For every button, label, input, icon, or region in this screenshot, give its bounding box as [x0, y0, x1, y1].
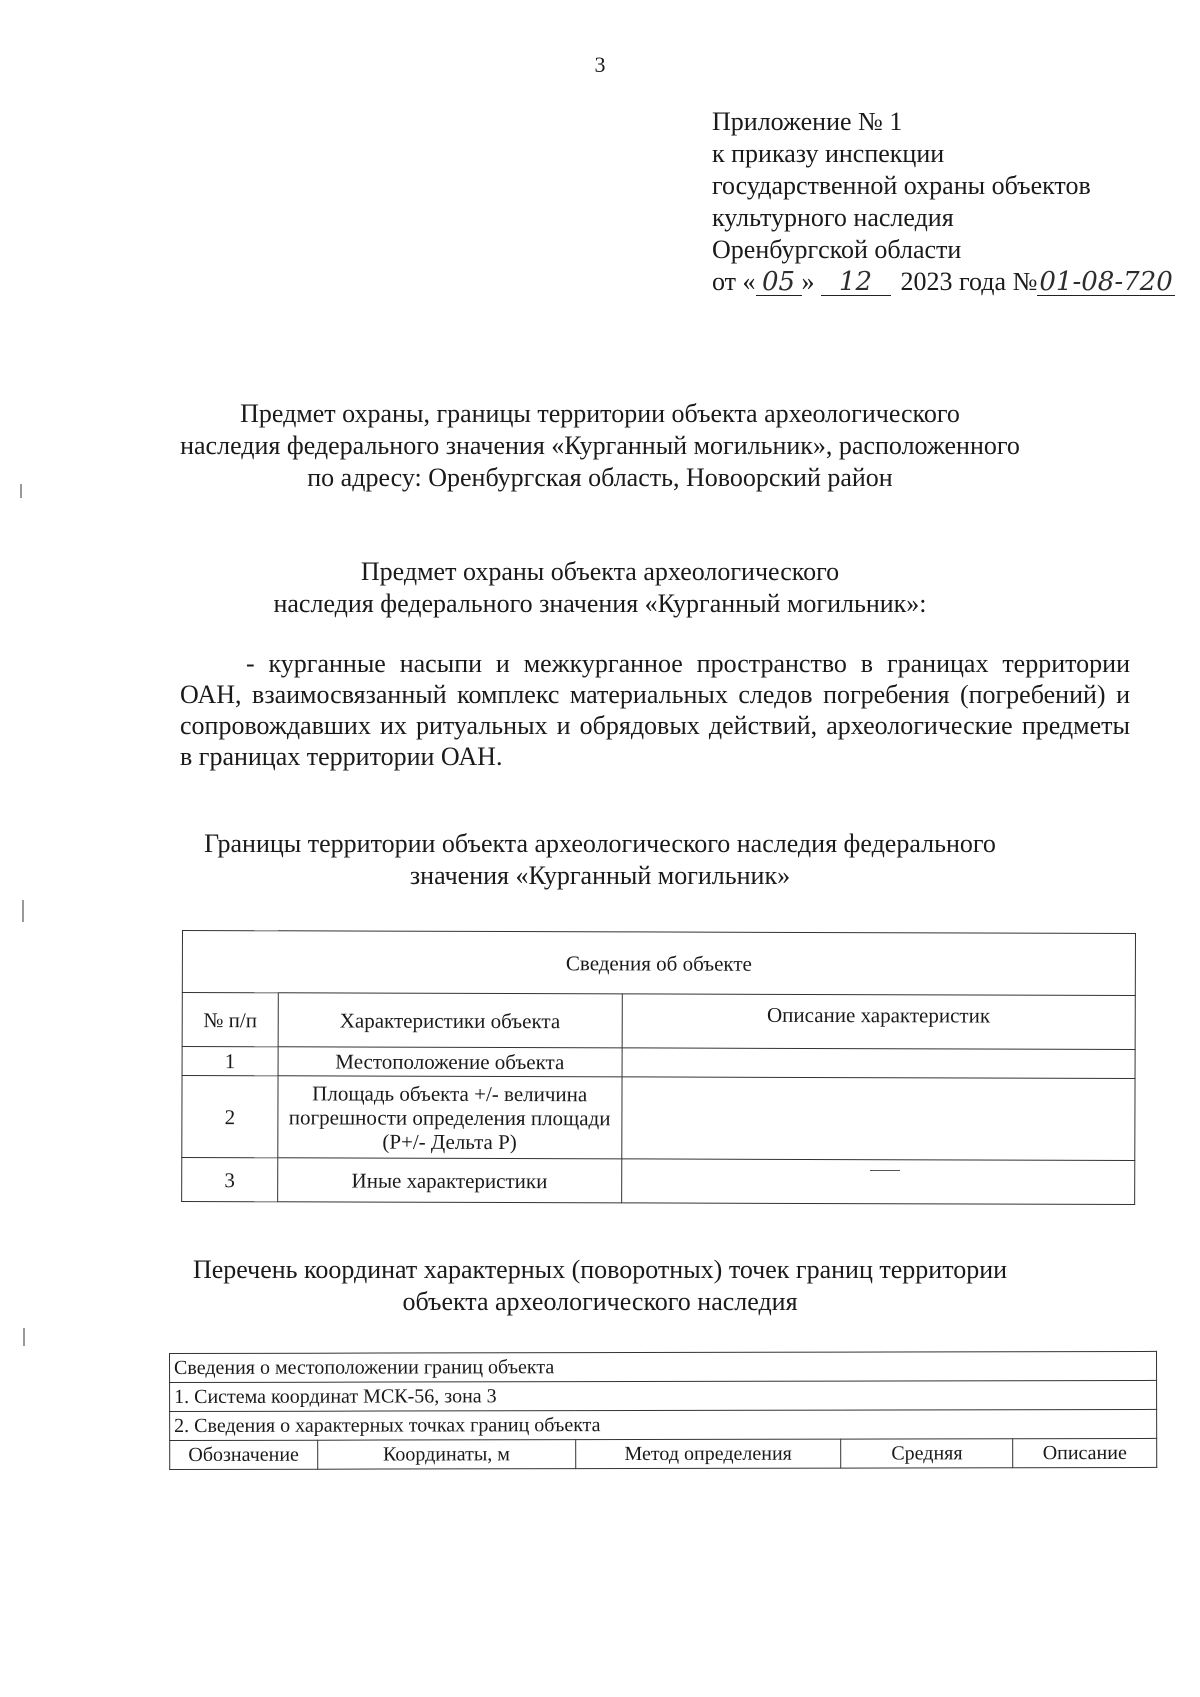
main-title-line: наследия федерального значения «Курганный могильник», расположенного — [180, 431, 1020, 460]
appendix-line: Приложение № 1 — [712, 107, 903, 136]
coords-row — [170, 1409, 1157, 1440]
row-number: 2 — [182, 1076, 278, 1158]
subject-title-line: Предмет охраны объекта археологического — [360, 557, 840, 586]
main-title — [150, 398, 1050, 494]
coords-title-line: Перечень координат характерных (поворотных) точек границ территории — [192, 1255, 1008, 1284]
date-day-close: » — [801, 267, 815, 296]
date-prefix: от « — [712, 267, 756, 296]
appendix-line: культурного наследия — [712, 203, 954, 232]
row-description — [621, 1077, 1135, 1161]
main-title-line: Предмет охраны, границы территории объекта археологического — [240, 399, 960, 428]
table-header-row — [182, 993, 1135, 1050]
table-row — [182, 1158, 1135, 1205]
handwritten-day: 05 — [756, 269, 802, 296]
coords-header-average: Средняя — [841, 1439, 1013, 1468]
coords-row-text: Сведения о местоположении границ объекта — [170, 1351, 1157, 1382]
handwritten-month: 12 — [821, 269, 891, 296]
coords-title-line: объекта археологического наследия — [402, 1287, 798, 1316]
header-number: № п/п — [182, 993, 278, 1047]
appendix-line: к приказу инспекции — [712, 139, 945, 168]
coords-title — [150, 1254, 1050, 1318]
table-row — [182, 1076, 1135, 1161]
coordinates-table — [169, 1351, 1157, 1470]
subject-title — [150, 556, 1050, 620]
page-number: 3 — [594, 52, 606, 77]
appendix-line: Оренбургской области — [712, 235, 962, 264]
coords-header-row — [170, 1438, 1157, 1469]
row-characteristic: Площадь объекта +/- величина погрешности определения площади (P+/- Дельта P) — [278, 1076, 622, 1159]
table-caption-row — [182, 931, 1135, 996]
object-info-table — [181, 930, 1136, 1205]
coords-header-coordinates: Координаты, м — [318, 1440, 576, 1470]
row-description — [622, 1048, 1135, 1079]
subject-title-line: наследия федерального значения «Курганный могильник»: — [273, 589, 927, 618]
table-caption: Сведения об объекте — [182, 931, 1135, 996]
table-row — [182, 1047, 1135, 1079]
appendix-line: государственной охраны объектов — [712, 171, 1091, 200]
header-description: Описание характеристик — [622, 994, 1136, 1050]
coords-header-designation: Обозначение — [170, 1440, 318, 1469]
boundaries-title-line: значения «Курганный могильник» — [409, 861, 791, 890]
handwritten-order-number: 01-08-720 — [1039, 267, 1173, 297]
row-characteristic: Иные характеристики — [278, 1158, 622, 1203]
row-number: 3 — [182, 1158, 278, 1202]
coords-row — [170, 1380, 1157, 1411]
header-characteristic: Характеристики объекта — [278, 993, 622, 1048]
boundaries-title-line: Границы территории объекта археологического наследия федерального — [204, 829, 996, 858]
appendix-date-line — [712, 266, 1175, 298]
row-number: 1 — [182, 1047, 278, 1076]
dash-mark — [870, 1170, 900, 1171]
coords-header-method: Метод определения — [575, 1439, 841, 1469]
main-title-line: по адресу: Оренбургская область, Новоорский район — [307, 463, 893, 492]
appendix-block — [712, 106, 1175, 298]
scan-speck — [22, 900, 24, 922]
scan-speck — [23, 1328, 25, 1346]
scan-speck — [20, 484, 22, 498]
date-year-text: 2023 года № — [900, 267, 1038, 296]
coords-header-description: Описание — [1013, 1438, 1157, 1467]
coords-row-text: 1. Система координат МСК-56, зона 3 — [170, 1380, 1157, 1411]
coords-row-text: 2. Сведения о характерных точках границ объекта — [170, 1409, 1157, 1440]
row-description — [621, 1159, 1135, 1205]
subject-text: - курганные насыпи и межкурганное пространство в границах территории ОАН, взаимосвязанный комплекс материальных следов погребения (погребений) и сопровождавших их ритуальных и обрядовых действий, археологические предметы в границах территории ОАН. — [180, 649, 1130, 771]
row-characteristic: Местоположение объекта — [278, 1047, 622, 1077]
coords-row — [170, 1351, 1157, 1382]
boundaries-title — [150, 828, 1050, 892]
